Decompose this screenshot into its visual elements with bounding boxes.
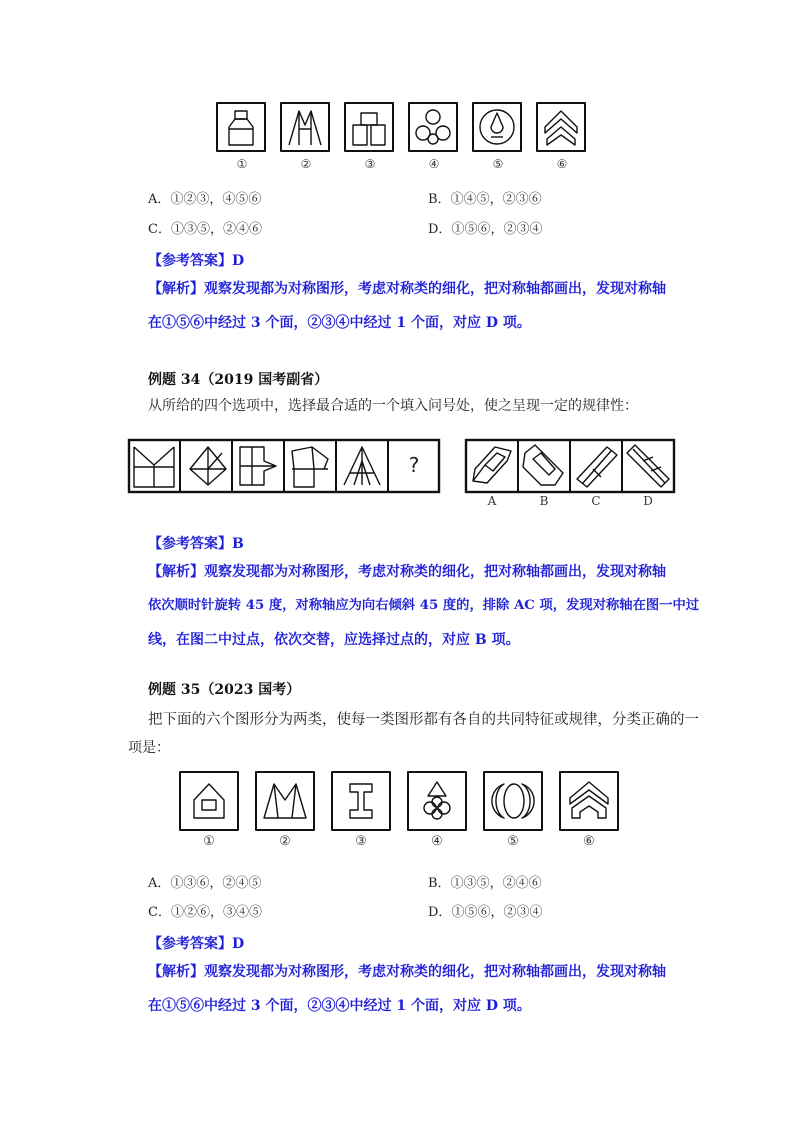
q35-figure-label-2: ② <box>279 834 291 849</box>
q33-option-c: C．①③⑤，②④⑥ <box>148 222 262 237</box>
q35-option-b: B．①③⑤，②④⑥ <box>428 876 542 891</box>
q35-figure-1 <box>180 772 238 830</box>
q35-prompt-line-2: 项是： <box>128 740 170 756</box>
q35-figure-4 <box>408 772 466 830</box>
q34-option-label-c: C <box>591 494 601 508</box>
q34-answer: 【参考答案】B <box>148 536 244 552</box>
q34-option-c-figure <box>577 447 617 487</box>
q35-title: 例题 35（2023 国考） <box>148 682 301 698</box>
q34-analysis-line-1: 观察发现都为对称图形，考虑对称类的细化，把对称轴都画出，发现对称轴 <box>204 564 666 580</box>
q34-figure-4 <box>292 447 328 487</box>
q33-figure-row <box>212 103 592 175</box>
q33-option-a: A．①②③，④⑤⑥ <box>148 192 262 207</box>
q34-figure-2 <box>190 447 226 485</box>
q35-figure-3 <box>332 772 390 830</box>
q35-figure-label-5: ⑤ <box>507 834 519 849</box>
q33-figure-1 <box>217 103 265 151</box>
q33-option-d: D．①⑤⑥，②③④ <box>428 222 543 237</box>
q33-answer: 【参考答案】D <box>148 253 245 269</box>
q35-figure-5 <box>484 772 542 830</box>
q33-option-b: B．①④⑤，②③⑥ <box>428 192 542 207</box>
q33-figure-label-1: ① <box>236 157 248 171</box>
q33-figure-5 <box>473 103 521 151</box>
q34-analysis-label: 【解析】 <box>148 564 204 580</box>
q34-option-b-figure <box>523 445 563 485</box>
q35-figure-label-4: ④ <box>431 834 443 849</box>
q34-analysis <box>148 555 700 657</box>
q35-figure-row <box>178 770 626 834</box>
q35-analysis-line-1: 观察发现都为对称图形，考虑对称类的细化，把对称轴都画出，发现对称轴 <box>204 964 666 980</box>
q33-figure-2 <box>281 103 329 151</box>
q35-figure-label-3: ③ <box>355 834 367 849</box>
q34-option-a-figure <box>473 447 511 483</box>
q33-analysis-label: 【解析】 <box>148 281 204 297</box>
q35-analysis <box>148 955 708 1023</box>
q34-option-strip <box>465 439 675 493</box>
q35-figure-label-1: ① <box>203 834 215 849</box>
q34-option-label-a: A <box>487 494 497 508</box>
q34-prompt: 从所给的四个选项中，选择最合适的一个填入问号处，使之呈现一定的规律性： <box>148 398 638 414</box>
q33-figure-label-4: ④ <box>428 157 440 171</box>
q34-analysis-line-2: 依次顺时针旋转 45 度，对称轴应为向右倾斜 45 度的，排除 AC 项，发现对称轴在图一中过 <box>148 598 700 613</box>
q34-analysis-line-3: 线，在图二中过点，依次交替，应选择过点的，对应 B 项。 <box>148 632 520 648</box>
q35-figure-label-6: ⑥ <box>583 834 595 849</box>
q35-analysis-line-2: 在①⑤⑥中经过 3 个面，②③④中经过 1 个面，对应 D 项。 <box>148 998 531 1014</box>
q33-figure-label-6: ⑥ <box>556 157 568 171</box>
q35-option-a: A．①③⑥，②④⑤ <box>148 876 262 891</box>
q34-figure-5 <box>344 447 380 485</box>
q35-prompt-line-1: 把下面的六个图形分为两类，使每一类图形都有各自的共同特征或规律，分类正确的一 <box>148 712 699 728</box>
q34-option-label-d: D <box>643 494 653 508</box>
q34-option-label-b: B <box>539 494 549 508</box>
q35-analysis-label: 【解析】 <box>148 964 204 980</box>
q34-question-mark: ? <box>408 453 420 477</box>
q33-analysis-line-1: 观察发现都为对称图形，考虑对称类的细化，把对称轴都画出，发现对称轴 <box>204 281 666 297</box>
q34-option-d-figure <box>627 445 669 487</box>
q33-figure-label-3: ③ <box>364 157 376 171</box>
q33-figure-label-2: ② <box>300 157 312 171</box>
q33-figure-6 <box>537 103 585 151</box>
q35-option-c: C．①②⑥，③④⑤ <box>148 905 262 920</box>
q33-figure-4 <box>409 103 457 151</box>
q34-title: 例题 34（2019 国考副省） <box>148 372 329 388</box>
q33-figure-label-5: ⑤ <box>492 157 504 171</box>
q34-figure-1 <box>134 447 174 487</box>
q35-figure-2 <box>256 772 314 830</box>
q35-option-d: D．①⑤⑥，②③④ <box>428 905 543 920</box>
q33-figure-3 <box>345 103 393 151</box>
q35-figure-6 <box>560 772 618 830</box>
q33-analysis <box>148 272 708 340</box>
q35-answer: 【参考答案】D <box>148 936 245 952</box>
q33-analysis-line-2: 在①⑤⑥中经过 3 个面，②③④中经过 1 个面，对应 D 项。 <box>148 315 531 331</box>
q34-figure-3 <box>240 447 276 485</box>
